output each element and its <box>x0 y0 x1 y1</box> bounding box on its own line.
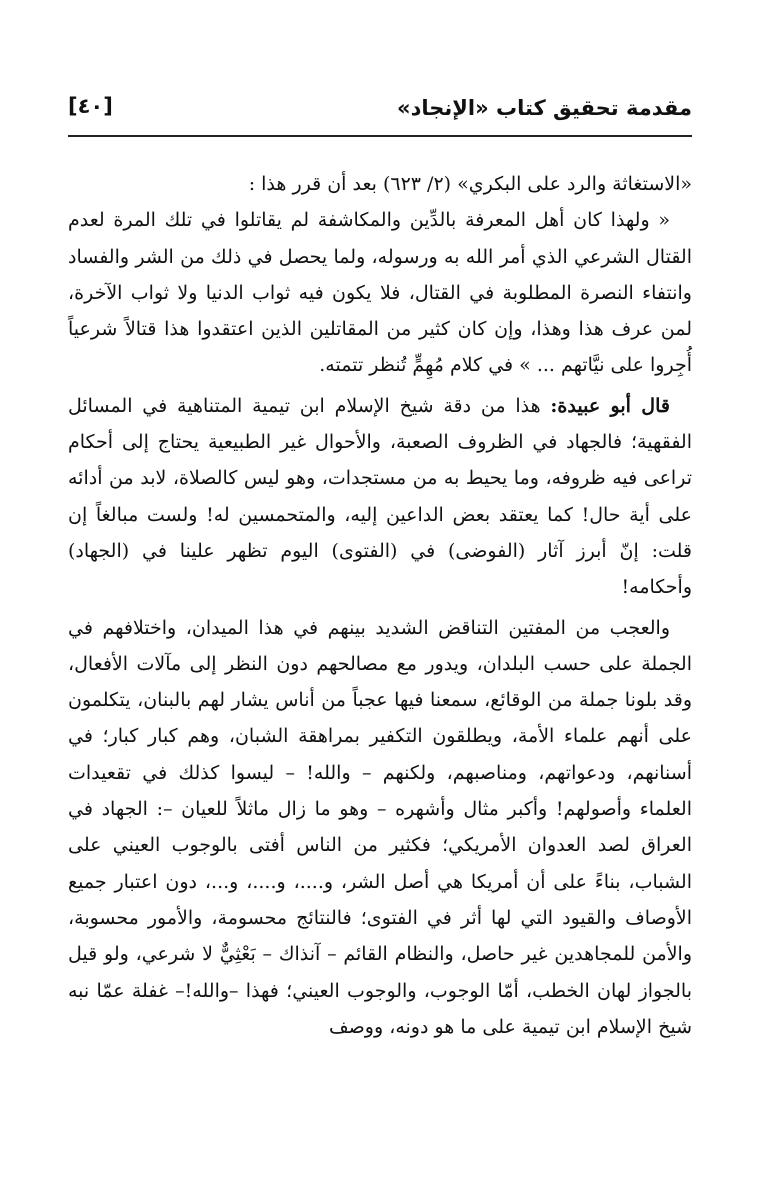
paragraph-discussion: والعجب من المفتين التناقض الشديد بينهم في هذا الميدان، واختلافهم في الجملة على حسب البلدان، ويدور مع مصالحهم دون النظر إلى مآلات الأفعال، وقد بلونا جملة من الوقائع، سمعنا فيها عجباً من أناس يشار لهم بالبنان، يتكلمون على أنهم علماء الأمة، ويطلقون التكفير بمراهقة الشبان، وهم كبار كبار؛ في أسنانهم، ودعواتهم، ومناصبهم، ولكنهم – والله! – ليسوا كذلك في تقعيدات العلماء وأصولهم! وأكبر مثال وأشهره – وهو ما زال ماثلاً للعيان –: الجهاد في العراق لصد العدوان الأمريكي؛ فكثير من الناس أفتى بالوجوب العيني على الشباب، بناءً على أن أمريكا هي أصل الشر، و....، و....، و...، دون اعتبار جميع الأوصاف والقيود التي لها أثر في الفتوى؛ فالنتائج محسومة، والأمور محسوبة، والأمن للمجاهدين غير حاصل، والنظام القائم – آنذاك – بَعْثِيٌّ لا شرعي، ولو قيل بالجواز لهان الخطب، أمّا الوجوب، والوجوب العيني؛ فهذا –والله!– غفلة عمّا نبه شيخ الإسلام ابن تيمية على ما هو دونه، ووصف <box>68 616 692 1038</box>
paragraph-commentary-text: هذا من دقة شيخ الإسلام ابن تيمية المتناهية في المسائل الفقهية؛ فالجهاد في الظروف الصعبة، والأحوال غير الطبيعية يحتاج إلى أحكام تراعى فيه ظروفه، وما يحيط به من مستجدات، وهو ليس كالصلاة، لابد من أدائه على أية حال! كما يعتقد بعض الداعين إليه، والمتحمسين له! ولست مبالغاً إن قلت: إنّ أبرز آثار (الفوضى) في (الفتوى) اليوم تظهر علينا في (الجهاد) وأحكامه! <box>68 394 692 599</box>
paragraph-quote: « ولهذا كان أهل المعرفة بالدِّين والمكاشفة لم يقاتلوا في تلك المرة لعدم القتال الشرعي الذي أمر الله به ورسوله، ولما يحصل في ذلك من الشر والفساد وانتفاء النصرة المطلوبة في القتال، فلا يكون فيه ثواب الدنيا ولا ثواب الآخرة، لمن عرف هذا وهذا، وإن كان كثير من المقاتلين الذين اعتقدوا هذا قتالاً شرعياً أُجِروا على نيَّاتهم ... » في كلام مُهِمٍّ تُنظر تتمته. <box>68 209 692 377</box>
header-divider <box>68 135 692 137</box>
paragraph-commentary <box>68 388 692 606</box>
body-text <box>68 166 692 1045</box>
page-number: [٤٠] <box>68 94 113 118</box>
header-title: مقدمة تحقيق كتاب «الإنجاد» <box>397 96 692 120</box>
running-header <box>68 92 692 132</box>
speaker-label: قال أبو عبيدة: <box>550 394 670 417</box>
paragraph-intro: «الاستغاثة والرد على البكري» (٢/ ٦٢٣) بعد أن قرر هذا : <box>248 173 692 195</box>
